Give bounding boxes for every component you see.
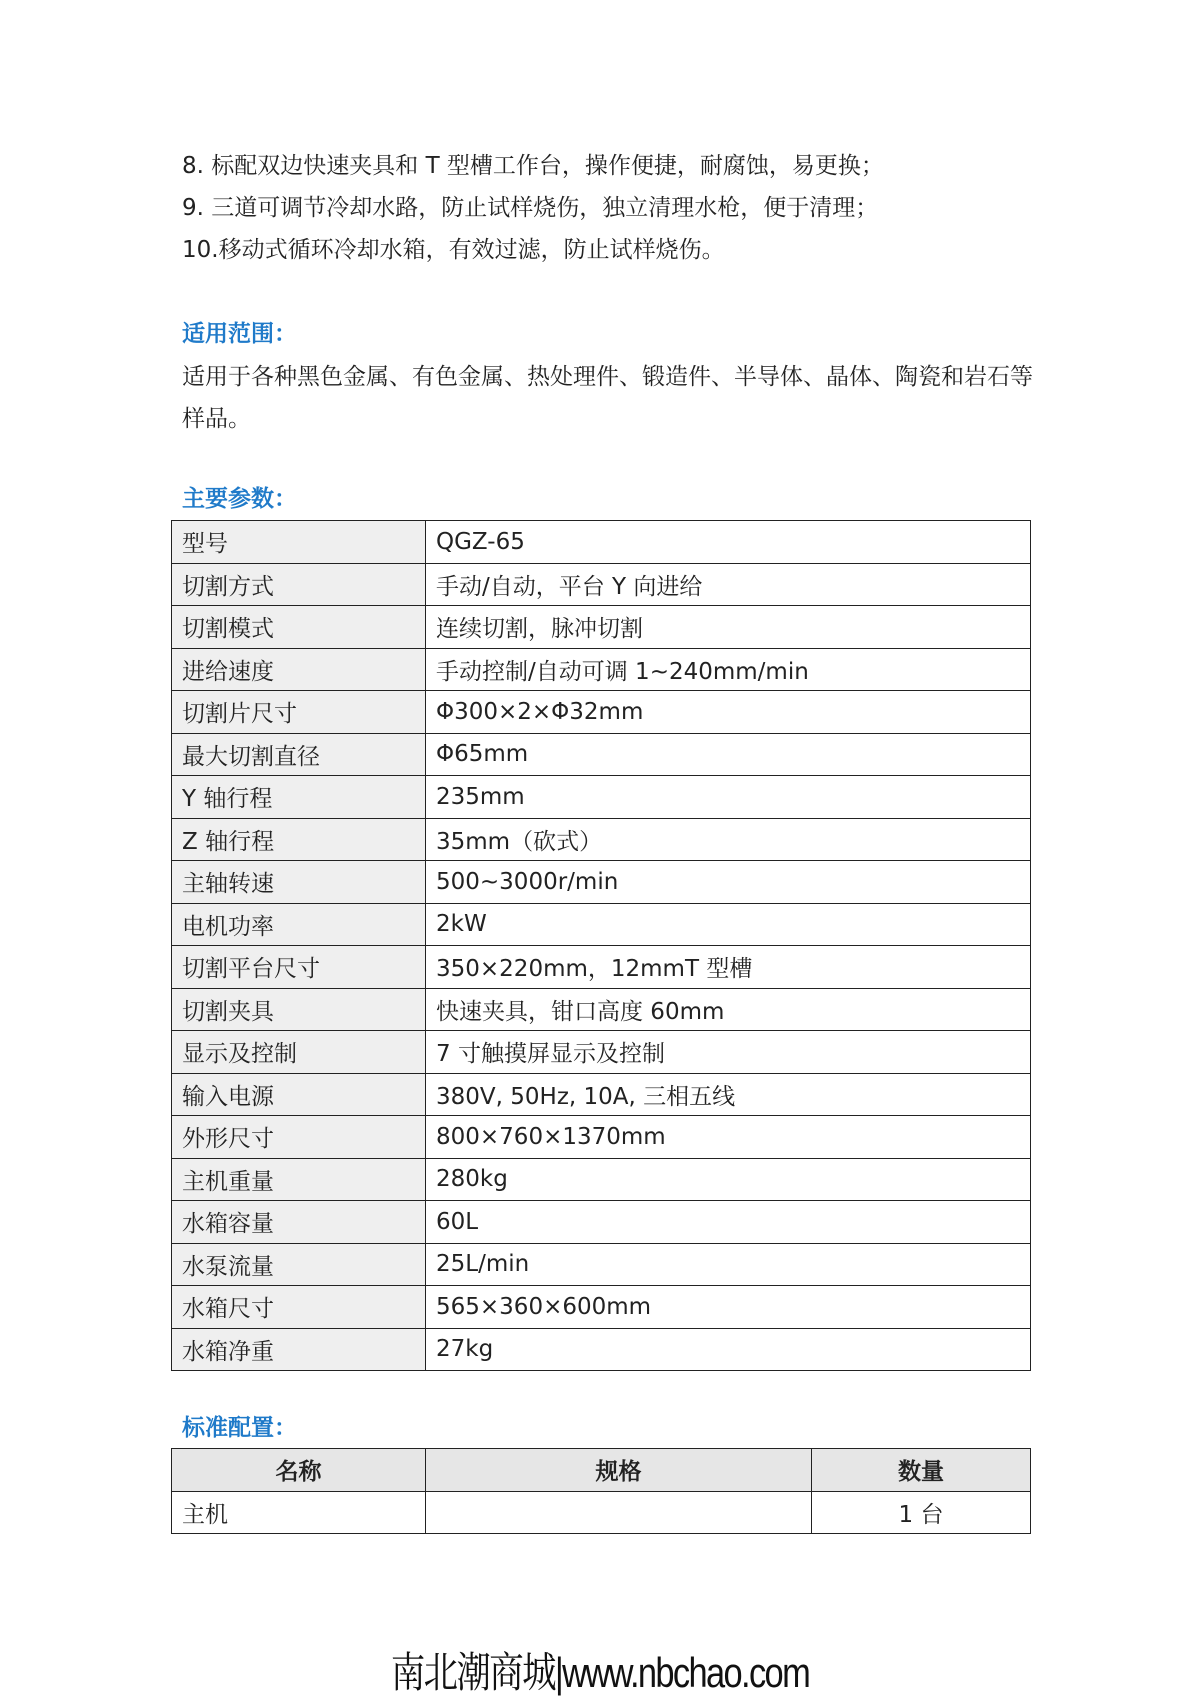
- param-value: 800×760×1370mm: [426, 1116, 1031, 1159]
- param-label: 切割模式: [172, 606, 426, 649]
- table-row: [172, 1116, 1031, 1159]
- table-row: [172, 1158, 1031, 1201]
- param-label: 水泵流量: [172, 1243, 426, 1286]
- param-value: 手动控制/自动可调 1~240mm/min: [426, 648, 1031, 691]
- param-value: 380V, 50Hz, 10A, 三相五线: [426, 1073, 1031, 1116]
- param-value: 手动/自动，平台 Y 向进给: [426, 563, 1031, 606]
- table-row: [172, 691, 1031, 734]
- param-label: 水箱容量: [172, 1201, 426, 1244]
- params-heading: 主要参数：: [182, 486, 297, 512]
- param-value: 27kg: [426, 1328, 1031, 1371]
- param-value: 连续切割，脉冲切割: [426, 606, 1031, 649]
- param-label: 电机功率: [172, 903, 426, 946]
- param-label: 最大切割直径: [172, 733, 426, 776]
- param-value: Φ300×2×Φ32mm: [426, 691, 1031, 734]
- param-value: 60L: [426, 1201, 1031, 1244]
- param-label: 主机重量: [172, 1158, 426, 1201]
- table-row: [172, 1491, 1031, 1534]
- param-label: 输入电源: [172, 1073, 426, 1116]
- param-value: 35mm（砍式）: [426, 818, 1031, 861]
- config-name-cell: 主机: [172, 1491, 426, 1534]
- scope-text: 适用于各种黑色金属、有色金属、热处理件、锻造件、半导体、晶体、陶瓷和岩石等样品。: [182, 364, 1033, 432]
- table-row: [172, 648, 1031, 691]
- table-row: [172, 1328, 1031, 1371]
- feature-item: 9. 三道可调节冷却水路，防止试样烧伤，独立清理水枪，便于清理；: [182, 195, 879, 221]
- table-row: [172, 818, 1031, 861]
- feature-item: 10.移动式循环冷却水箱，有效过滤，防止试样烧伤。: [182, 237, 725, 263]
- footer-watermark: 南北潮商城|www.nbchao.com: [390, 1649, 810, 1696]
- param-label: 进给速度: [172, 648, 426, 691]
- column-header-spec: 规格: [426, 1449, 812, 1492]
- table-row: [172, 1286, 1031, 1329]
- table-row: [172, 606, 1031, 649]
- param-label: Y 轴行程: [172, 776, 426, 819]
- param-label: 切割片尺寸: [172, 691, 426, 734]
- table-row: [172, 1201, 1031, 1244]
- param-label: 外形尺寸: [172, 1116, 426, 1159]
- param-value: 565×360×600mm: [426, 1286, 1031, 1329]
- column-header-name: 名称: [172, 1449, 426, 1492]
- param-value: 2kW: [426, 903, 1031, 946]
- config-qty-cell: 1 台: [812, 1491, 1031, 1534]
- param-label: 主轴转速: [172, 861, 426, 904]
- feature-item: 8. 标配双边快速夹具和 T 型槽工作台，操作便捷，耐腐蚀，易更换；: [182, 153, 884, 179]
- table-row: [172, 903, 1031, 946]
- param-value: 280kg: [426, 1158, 1031, 1201]
- scope-heading: 适用范围：: [182, 321, 297, 347]
- column-header-qty: 数量: [812, 1449, 1031, 1492]
- param-label: 切割夹具: [172, 988, 426, 1031]
- table-header-row: [172, 1449, 1031, 1492]
- param-label: 切割平台尺寸: [172, 946, 426, 989]
- table-row: [172, 733, 1031, 776]
- feature-list: [182, 145, 1042, 271]
- table-row: [172, 1073, 1031, 1116]
- param-value: 350×220mm，12mmT 型槽: [426, 946, 1031, 989]
- params-table: [171, 520, 1031, 1371]
- param-label: 水箱尺寸: [172, 1286, 426, 1329]
- table-row: [172, 1031, 1031, 1074]
- config-table: [171, 1448, 1031, 1534]
- param-value: 7 寸触摸屏显示及控制: [426, 1031, 1031, 1074]
- table-row: [172, 946, 1031, 989]
- param-value: 500~3000r/min: [426, 861, 1031, 904]
- table-row: [172, 563, 1031, 606]
- table-row: [172, 861, 1031, 904]
- table-row: [172, 521, 1031, 564]
- param-label: 水箱净重: [172, 1328, 426, 1371]
- param-label: 显示及控制: [172, 1031, 426, 1074]
- param-value: Φ65mm: [426, 733, 1031, 776]
- param-label: Z 轴行程: [172, 818, 426, 861]
- param-label: 型号: [172, 521, 426, 564]
- param-value: 25L/min: [426, 1243, 1031, 1286]
- param-value: 235mm: [426, 776, 1031, 819]
- table-row: [172, 988, 1031, 1031]
- table-row: [172, 776, 1031, 819]
- param-value: QGZ-65: [426, 521, 1031, 564]
- config-heading: 标准配置：: [182, 1415, 297, 1441]
- param-label: 切割方式: [172, 563, 426, 606]
- param-value: 快速夹具，钳口高度 60mm: [426, 988, 1031, 1031]
- table-row: [172, 1243, 1031, 1286]
- config-spec-cell: [426, 1491, 812, 1534]
